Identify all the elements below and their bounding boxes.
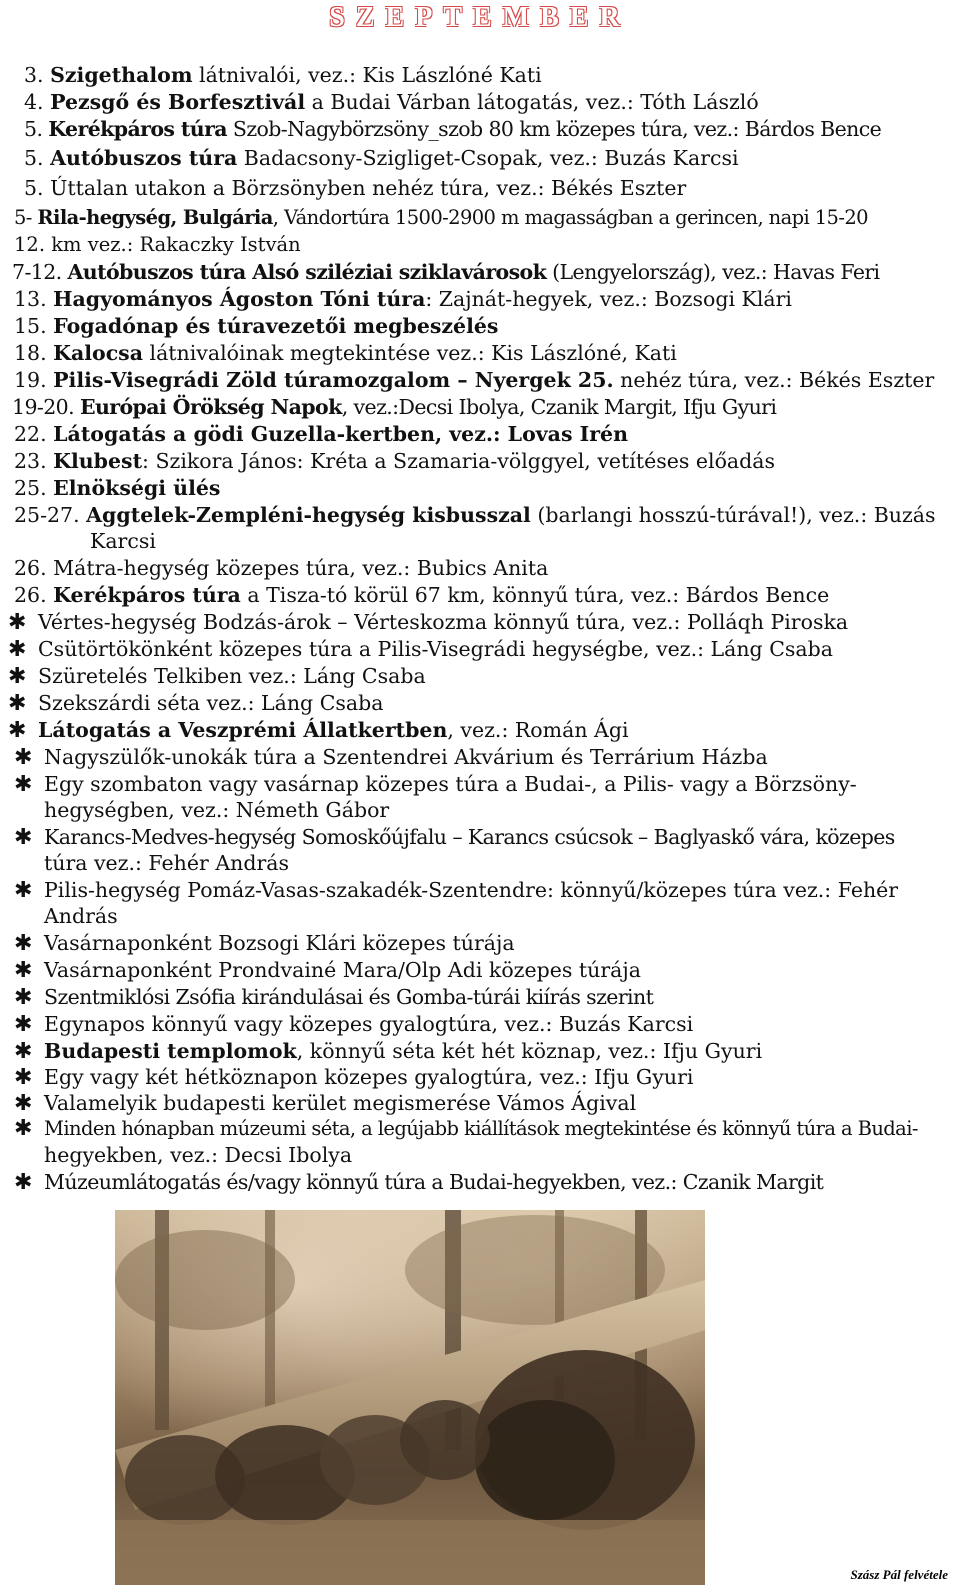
bullet-item-continuation: hegységben, vez.: Németh Gábor (44, 798, 390, 822)
bullet-item-continuation: András (44, 904, 118, 928)
bullet-item: ✱ Minden hónapban múzeumi séta, a legújabb kiállítások megtekintése és könnyű túra a Budai- (14, 1116, 918, 1141)
asterisk-icon: ✱ (14, 985, 32, 1010)
event-title: Hagyományos Ágoston Tóni túra (53, 287, 426, 311)
event-title: Pilis-Visegrádi Zöld túramozgalom – Nyergek 25. (53, 368, 614, 392)
event-date: 5. (24, 146, 44, 170)
event-title: Rila-hegység, Bulgária (37, 206, 273, 229)
event-title: Kerékpáros túra (48, 117, 227, 141)
bullet-item: ✱ Vértes-hegység Bodzás-árok – Vérteskozma könnyű túra, vez.: Polláqh Piroska (8, 610, 849, 635)
bullet-item-continuation: túra vez.: Fehér András (44, 851, 289, 875)
event-details: a Budai Várban látogatás, vez.: Tóth László (305, 90, 759, 114)
event-date: 25-27. (14, 503, 80, 527)
bullet-item: ✱ Múzeumlátogatás és/vagy könnyű túra a Budai-hegyekben, vez.: Czanik Margit (14, 1170, 824, 1195)
asterisk-icon: ✱ (14, 878, 33, 903)
event-details: Szob-Nagybörzsöny_szob 80 km közepes túra, vez.: Bárdos Bence (226, 117, 882, 141)
event-row (14, 313, 498, 339)
bullet-item: ✱ Szekszárdi séta vez.: Láng Csaba (8, 691, 384, 716)
fallen-tree-illustration (115, 1210, 705, 1585)
event-row (14, 286, 792, 312)
asterisk-icon: ✱ (14, 1039, 33, 1064)
event-date: 15. (14, 314, 47, 338)
event-row (24, 175, 686, 201)
bullet-item: ✱ Karancs-Medves-hegység Somoskőújfalu – Karancs csúcsok – Baglyaskő vára, közepes (14, 825, 895, 850)
asterisk-icon: ✱ (14, 958, 33, 983)
bullet-item: ✱ Valamelyik budapesti kerület megismerése Vámos Ágival (14, 1091, 637, 1116)
asterisk-icon: ✱ (8, 718, 27, 743)
bullet-item: ✱ Egynapos könnyű vagy közepes gyalogtúra, vez.: Buzás Karcsi (14, 1012, 694, 1037)
event-date: 26. (14, 583, 47, 607)
event-title: Autóbuszos túra (50, 146, 238, 170)
event-details: a Tisza-tó körül 67 km, könnyű túra, vez.: Bárdos Bence (240, 583, 830, 607)
event-row (24, 89, 759, 115)
asterisk-icon: ✱ (14, 1116, 32, 1141)
event-row (14, 232, 301, 258)
event-date: 22. (14, 422, 47, 446)
event-row (14, 448, 775, 474)
bullet-item: ✱ Szüretelés Telkiben vez.: Láng Csaba (8, 664, 426, 689)
event-title: Kerékpáros túra (53, 583, 241, 607)
event-date: 5- (14, 206, 32, 229)
event-title: Elnökségi ülés (53, 476, 221, 500)
event-details: , vez.:Decsi Ibolya, Czanik Margit, Ifju Gyuri (341, 395, 777, 419)
event-row (24, 145, 739, 171)
bullet-item: ✱ Szentmiklósi Zsófia kirándulásai és Gomba-túrái kiírás szerint (14, 985, 654, 1010)
event-row (14, 502, 936, 528)
event-row (14, 205, 868, 231)
event-details: látnivalói, vez.: Kis Lászlóné Kati (192, 63, 542, 87)
event-details: Úttalan utakon a Börzsönyben nehéz túra, vez.: Békés Eszter (50, 176, 687, 200)
asterisk-icon: ✱ (14, 1065, 33, 1090)
event-details: nehéz túra, vez.: Békés Eszter (613, 368, 935, 392)
asterisk-icon: ✱ (8, 637, 27, 662)
event-details: km vez.: Rakaczky István (51, 233, 301, 256)
event-date: 23. (14, 449, 47, 473)
bullet-item: ✱ Csütörtökönként közepes túra a Pilis-Visegrádi hegységbe, vez.: Láng Csaba (8, 637, 833, 662)
event-title: Látogatás a gödi Guzella-kertben, vez.: Lovas Irén (53, 422, 628, 446)
event-date: 18. (14, 341, 47, 365)
event-title: Kalocsa (53, 341, 144, 365)
asterisk-icon: ✱ (8, 664, 27, 689)
event-date: 4. (24, 90, 44, 114)
bullet-item: ✱ Nagyszülők-unokák túra a Szentendrei Akvárium és Terrárium Házba (14, 745, 768, 770)
forest-photo (115, 1210, 705, 1585)
event-details: : Szikora János: Kréta a Szamaria-völggyel, vetítéses előadás (142, 449, 776, 473)
asterisk-icon: ✱ (14, 772, 33, 797)
event-date: 19. (14, 368, 47, 392)
event-details: Mátra-hegység közepes túra, vez.: Bubics Anita (53, 556, 549, 580)
event-date: 26. (14, 556, 47, 580)
event-title: Fogadónap és túravezetői megbeszélés (53, 314, 499, 338)
asterisk-icon: ✱ (14, 1170, 32, 1195)
event-details: : Zajnát-hegyek, vez.: Bozsogi Klári (425, 287, 792, 311)
event-title: Európai Örökség Napok (79, 395, 342, 419)
event-details: Karcsi (90, 529, 156, 553)
event-details: látnivalóinak megtekintése vez.: Kis Lászlóné, Kati (143, 341, 677, 365)
event-row (14, 555, 548, 581)
event-title: Autóbuszos túra Alsó sziléziai sziklavárosok (67, 260, 547, 284)
event-details: , Vándortúra 1500-2900 m magasságban a gerincen, napi 15-20 (272, 206, 868, 229)
asterisk-icon: ✱ (8, 610, 27, 635)
bullet-item: ✱ Pilis-hegység Pomáz-Vasas-szakadék-Szentendre: könnyű/közepes túra vez.: Fehér (14, 878, 899, 903)
event-row (24, 116, 881, 142)
event-date: 5. (24, 176, 44, 200)
event-row (12, 259, 880, 285)
event-title: Klubest (53, 449, 143, 473)
asterisk-icon: ✱ (14, 1012, 33, 1037)
event-row (24, 62, 542, 88)
photo-credit: Szász Pál felvétele (850, 1567, 948, 1582)
event-title: Szigethalom (50, 63, 193, 87)
asterisk-icon: ✱ (14, 825, 32, 850)
asterisk-icon: ✱ (14, 745, 33, 770)
event-details: (Lengyelország), vez.: Havas Feri (546, 260, 880, 284)
event-row (12, 394, 776, 420)
page-title: SZEPTEMBER (329, 2, 631, 33)
event-title: Aggtelek-Zempléni-hegység kisbusszal (86, 503, 531, 527)
asterisk-icon: ✱ (14, 1091, 33, 1116)
event-date: 12. (14, 233, 46, 256)
bullet-item-continuation: hegyekben, vez.: Decsi Ibolya (44, 1143, 353, 1167)
bullet-item: ✱ Egy vagy két hétköznapon közepes gyalogtúra, vez.: Ifju Gyuri (14, 1065, 694, 1090)
event-date: 7-12. (12, 260, 62, 284)
event-details: Badacsony-Szigliget-Csopak, vez.: Buzás Karcsi (237, 146, 739, 170)
event-row (14, 367, 934, 393)
event-row (14, 582, 829, 608)
event-date: 25. (14, 476, 47, 500)
bullet-item: ✱ Budapesti templomok, könnyű séta két hét köznap, vez.: Ifju Gyuri (14, 1039, 763, 1064)
asterisk-icon: ✱ (14, 931, 33, 956)
event-title: Pezsgő és Borfesztivál (50, 90, 306, 114)
bullet-item: ✱ Látogatás a Veszprémi Állatkertben, vez.: Román Ági (8, 718, 629, 743)
bullet-item: ✱ Vasárnaponként Prondvainé Mara/Olp Adi közepes túrája (14, 958, 641, 983)
event-row (14, 475, 220, 501)
event-details: (barlangi hosszú-túrával!), vez.: Buzás (530, 503, 936, 527)
event-date: 3. (24, 63, 44, 87)
event-date: 13. (14, 287, 47, 311)
event-date: 19-20. (12, 395, 75, 419)
event-row (14, 340, 677, 366)
bullet-item: ✱ Vasárnaponként Bozsogi Klári közepes túrája (14, 931, 515, 956)
event-row (14, 421, 628, 447)
event-row (90, 528, 156, 554)
event-date: 5. (24, 117, 43, 141)
bullet-item: ✱ Egy szombaton vagy vasárnap közepes túra a Budai-, a Pilis- vagy a Börzsöny- (14, 772, 857, 797)
asterisk-icon: ✱ (8, 691, 27, 716)
